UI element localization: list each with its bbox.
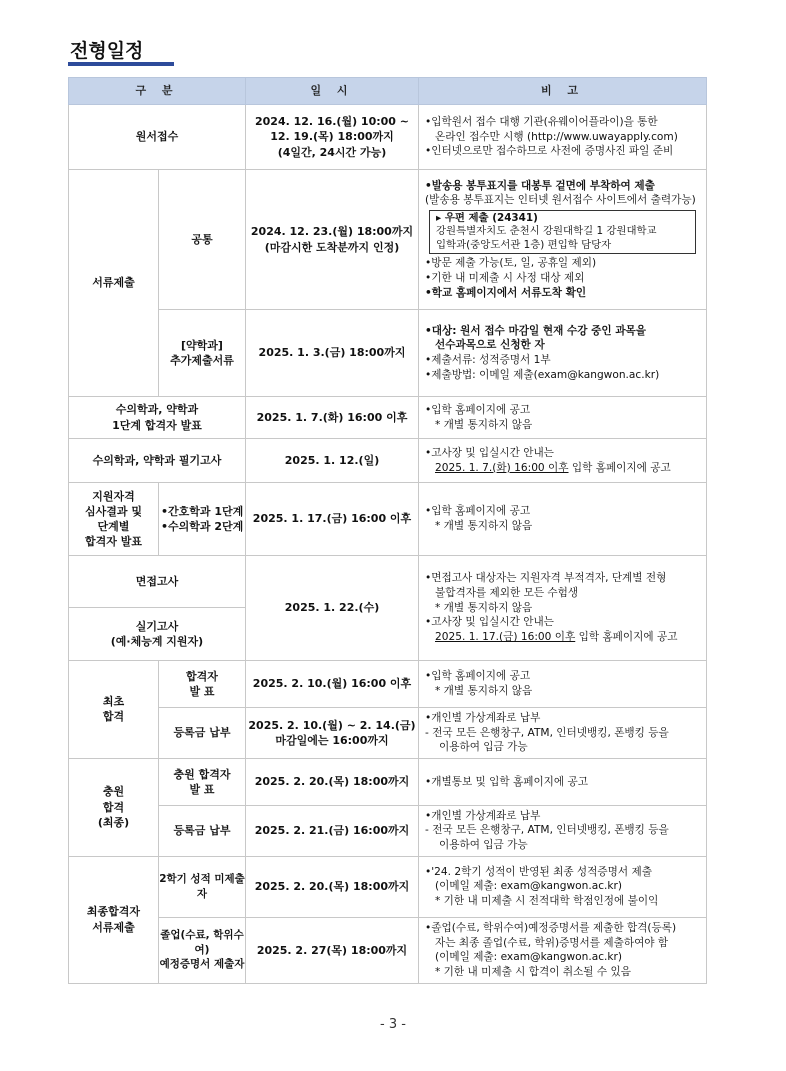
row-date-qualification: 2025. 1. 17.(금) 16:00 이후 — [246, 483, 419, 556]
row-sublabel-final-announce: 합격자 발 표 — [159, 661, 246, 708]
row-sublabel-pharmacy: [약학과] 추가제출서류 — [159, 310, 246, 397]
row-date-final-payment: 2025. 2. 10.(월) ~ 2. 14.(금) 마감일에는 16:00까지 — [246, 708, 419, 759]
table-row-documents-pharmacy — [69, 310, 707, 397]
row-note-graduation: •졸업(수료, 학위수여)예정증명서를 제출한 합격(등록) 자는 최종 졸업(수료, 학위)증명서를 제출하여야 함 (이메일 제출: exam@kangwon.ac.kr) * 기한 내 미제출 시 합격이 취소될 수 있음 — [419, 917, 707, 983]
row-note-written: •고사장 및 입실시간 안내는 2025. 1. 7.(화) 16:00 이후 입학 홈페이지에 공고 — [419, 439, 707, 483]
row-sublabel-qualification: •간호학과 1단계 •수의학과 2단계 — [159, 483, 246, 556]
row-sublabel-common: 공통 — [159, 170, 246, 310]
schedule-table — [68, 77, 707, 984]
row-note-common: •발송용 봉투표지를 대봉투 겉면에 부착하여 제출 (발송용 봉투표지는 인터넷 원서접수 사이트에서 출력가능) ▸ 우편 제출 (24341) 강원특별자치도 춘천시 강원대학길 1 강원대학교 입학과(중앙도서관 1층) 편입학 담당자 •방문 제출 가능(토, 일, 공휴일 제외) •기한 내 미제출 시 사정 대상 제외 •학교 홈페이지에서 서류도착 확인 — [419, 170, 707, 310]
table-header-row — [69, 78, 707, 105]
row-note-pharmacy: •대상: 원서 접수 마감일 현재 수강 중인 과목을 선수과목으로 신청한 자 •제출서류: 성적증명서 1부 •제출방법: 이메일 제출(exam@kangwon.ac.kr) — [419, 310, 707, 397]
row-label-qualification: 지원자격 심사결과 및 단계별 합격자 발표 — [69, 483, 159, 556]
row-note-final-payment: •개인별 가상계좌로 납부 - 전국 모든 은행창구, ATM, 인터넷뱅킹, 폰뱅킹 등을 이용하여 입금 가능 — [419, 708, 707, 759]
row-date-pharmacy: 2025. 1. 3.(금) 18:00까지 — [246, 310, 419, 397]
row-sublabel-additional-payment: 등록금 납부 — [159, 805, 246, 856]
table-row-additional-announce — [69, 758, 707, 805]
header-category: 구 분 — [69, 78, 246, 105]
row-label-final-docs: 최종합격자 서류제출 — [69, 856, 159, 983]
postal-address-box: ▸ 우편 제출 (24341) 강원특별자치도 춘천시 강원대학길 1 강원대학교 입학과(중앙도서관 1층) 편입학 담당자 — [429, 210, 696, 255]
table-row-interview — [69, 556, 707, 608]
row-sublabel-semester: 2학기 성적 미제출자 — [159, 856, 246, 917]
row-date-graduation: 2025. 2. 27(목) 18:00까지 — [246, 917, 419, 983]
row-label-interview: 면접고사 — [69, 556, 246, 608]
row-date-final-announce: 2025. 2. 10.(월) 16:00 이후 — [246, 661, 419, 708]
row-label-additional: 충원 합격 (최종) — [69, 758, 159, 856]
row-label-practical: 실기고사 (예·체능계 지원자) — [69, 608, 246, 661]
row-date-additional-payment: 2025. 2. 21.(금) 16:00까지 — [246, 805, 419, 856]
row-label-written: 수의학과, 약학과 필기고사 — [69, 439, 246, 483]
page-title: 전형일정 — [70, 40, 144, 62]
row-label-final: 최초 합격 — [69, 661, 159, 759]
title-underline — [68, 62, 174, 66]
table-row-written-exam — [69, 439, 707, 483]
row-date-written: 2025. 1. 12.(일) — [246, 439, 419, 483]
row-note-stage1: •입학 홈페이지에 공고 * 개별 통지하지 않음 — [419, 397, 707, 439]
row-note-interview: •면접고사 대상자는 지원자격 부적격자, 단계별 전형 불합격자를 제외한 모든 수험생 * 개별 통지하지 않음 •고사장 및 입실시간 안내는 2025. 1. 17.(금) 16:00 이후 입학 홈페이지에 공고 — [419, 556, 707, 661]
row-label-documents: 서류제출 — [69, 170, 159, 397]
row-note-qualification: •입학 홈페이지에 공고 * 개별 통지하지 않음 — [419, 483, 707, 556]
table-row-application — [69, 105, 707, 170]
row-note-final-announce: •입학 홈페이지에 공고 * 개별 통지하지 않음 — [419, 661, 707, 708]
table-row-final-docs-graduation — [69, 917, 707, 983]
table-row-stage1 — [69, 397, 707, 439]
row-date-stage1: 2025. 1. 7.(화) 16:00 이후 — [246, 397, 419, 439]
page-number: - 3 - — [380, 1017, 406, 1032]
table-row-final-announce — [69, 661, 707, 708]
table-row-documents-common — [69, 170, 707, 310]
row-note-semester: •'24. 2학기 성적이 반영된 최종 성적증명서 제출 (이메일 제출: exam@kangwon.ac.kr) * 기한 내 미제출 시 전적대학 학점인정에 불이익 — [419, 856, 707, 917]
row-note-additional-payment: •개인별 가상계좌로 납부 - 전국 모든 은행창구, ATM, 인터넷뱅킹, 폰뱅킹 등을 이용하여 입금 가능 — [419, 805, 707, 856]
row-date-semester: 2025. 2. 20.(목) 18:00까지 — [246, 856, 419, 917]
table-row-additional-payment — [69, 805, 707, 856]
row-date-interview: 2025. 1. 22.(수) — [246, 556, 419, 661]
row-label-application: 원서접수 — [69, 105, 246, 170]
table-row-final-payment — [69, 708, 707, 759]
row-date-additional-announce: 2025. 2. 20.(목) 18:00까지 — [246, 758, 419, 805]
row-sublabel-final-payment: 등록금 납부 — [159, 708, 246, 759]
table-row-qualification — [69, 483, 707, 556]
row-sublabel-graduation: 졸업(수료, 학위수여) 예정증명서 제출자 — [159, 917, 246, 983]
table-row-final-docs-semester — [69, 856, 707, 917]
row-note-application: •입학원서 접수 대행 기관(유웨이어플라이)을 통한 온라인 접수만 시행 (http://www.uwayapply.com) •인터넷으로만 접수하므로 사전에 증명사진 파일 준비 — [419, 105, 707, 170]
header-remarks: 비 고 — [419, 78, 707, 105]
row-date-common: 2024. 12. 23.(월) 18:00까지 (마감시한 도착분까지 인정) — [246, 170, 419, 310]
row-label-stage1: 수의학과, 약학과 1단계 합격자 발표 — [69, 397, 246, 439]
row-date-application: 2024. 12. 16.(월) 10:00 ~ 12. 19.(목) 18:00까지 (4일간, 24시간 가능) — [246, 105, 419, 170]
header-datetime: 일 시 — [246, 78, 419, 105]
row-note-additional-announce: •개별통보 및 입학 홈페이지에 공고 — [419, 758, 707, 805]
row-sublabel-additional-announce: 충원 합격자 발 표 — [159, 758, 246, 805]
